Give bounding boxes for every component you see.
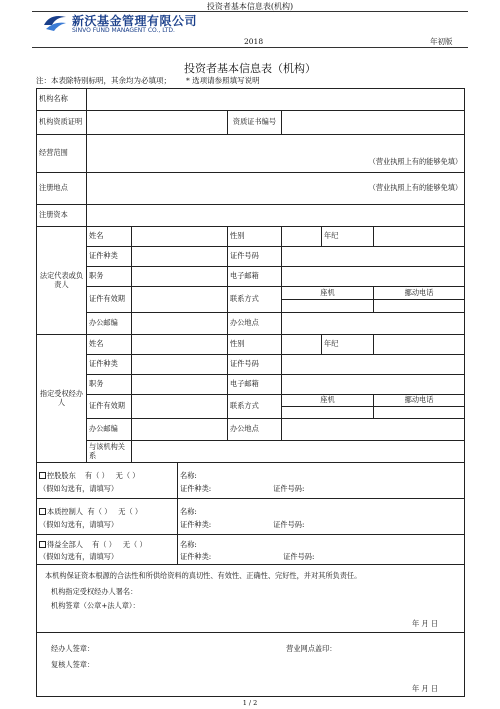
org-address-hint: （营业执照上有的能够免填） xyxy=(368,183,463,193)
actual-controller-hint: （假如勾选有，请填写） xyxy=(39,520,119,529)
agent-contact-label: 联系方式 xyxy=(228,395,282,419)
agent-id-type-label: 证件种类 xyxy=(87,355,132,375)
legal-rep-job-field[interactable] xyxy=(132,267,228,287)
controlling-checkbox[interactable] xyxy=(39,472,46,479)
agent-name-label: 姓名 xyxy=(87,335,132,355)
org-address-field[interactable] xyxy=(87,173,465,205)
actual-controller-name-label: 名称: xyxy=(180,506,197,516)
company-name-cn: 新沃基金管理有限公司 xyxy=(72,14,198,28)
legal-rep-name-field[interactable] xyxy=(132,227,228,247)
review-reviewer-sign[interactable]: 复核人签章： xyxy=(51,659,95,669)
agent-id-no-label: 证件号码 xyxy=(228,355,282,375)
controlling-id-type-label: 证件种类: xyxy=(180,484,212,493)
org-qual-field[interactable] xyxy=(87,111,228,135)
agent-age-field[interactable] xyxy=(374,335,465,355)
agent-office-label: 办公地点 xyxy=(228,419,282,441)
controlling-yes[interactable]: 有（ ） xyxy=(84,470,109,480)
controlling-id-no-label: 证件号码: xyxy=(273,484,305,493)
legal-rep-mobile-label: 挪动电话 xyxy=(374,287,465,300)
legal-rep-mobile-field[interactable] xyxy=(374,300,465,313)
investor-info-form xyxy=(36,88,465,697)
holder-beneficial-owner-cell xyxy=(37,535,178,565)
controlling-title: 控股股东 xyxy=(47,470,76,480)
agent-id-no-field[interactable] xyxy=(282,355,465,375)
legal-rep-age-label: 年纪 xyxy=(322,227,374,247)
review-date[interactable]: 年 月 日 xyxy=(411,684,439,694)
legal-rep-gender-field[interactable] xyxy=(282,227,322,247)
holder-actual-controller-details xyxy=(178,499,465,535)
holder-beneficial-owner-details xyxy=(178,535,465,565)
company-logo-icon xyxy=(42,13,68,33)
actual-controller-title: 本质控制人 xyxy=(47,506,83,516)
agent-postcode-label: 办公邮编 xyxy=(87,419,132,441)
agent-age-label: 年纪 xyxy=(322,335,374,355)
note-options: * 选项请参照填写说明 xyxy=(186,76,260,85)
holder-actual-controller-cell xyxy=(37,499,178,535)
beneficial-owner-id-type-label: 证件种类: xyxy=(180,552,212,561)
header-edition: 年初版 xyxy=(430,37,453,46)
legal-rep-office-field[interactable] xyxy=(282,313,465,335)
beneficial-owner-hint: （假如勾选有，请填写） xyxy=(39,552,119,561)
legal-rep-landline-label: 座机 xyxy=(282,287,374,300)
agent-landline-label: 座机 xyxy=(282,395,374,407)
company-name-en: SINVO FUND MANAGENT CO., LTD. xyxy=(72,27,175,34)
org-scope-label: 经营范围 xyxy=(37,135,87,173)
actual-controller-id-no-label: 证件号码: xyxy=(273,520,305,529)
actual-controller-no[interactable]: 无（ ） xyxy=(118,506,143,516)
header-year: 2018 xyxy=(244,37,264,46)
declaration-agent-sign[interactable]: 机构指定受权经办人署名： xyxy=(51,587,138,597)
actual-controller-yes[interactable]: 有（ ） xyxy=(87,506,112,516)
legal-rep-landline-field[interactable] xyxy=(282,300,374,313)
legal-rep-gender-label: 性别 xyxy=(228,227,282,247)
beneficial-owner-name-label: 名称: xyxy=(180,539,197,549)
legal-rep-id-type-field[interactable] xyxy=(132,247,228,267)
beneficial-owner-checkbox[interactable] xyxy=(39,541,46,548)
org-scope-field[interactable] xyxy=(87,135,465,173)
legal-rep-job-label: 职务 xyxy=(87,267,132,287)
declaration-date[interactable]: 年 月 日 xyxy=(411,618,439,628)
review-handler-sign[interactable]: 经办人签章： xyxy=(51,643,95,653)
org-capital-label: 注册资本 xyxy=(37,205,87,227)
declaration-text: 本机构保证资本根源的合法性和所供给资料的真切性、有效性、正确性、完好性，并对其所负责任。 xyxy=(45,570,362,580)
doc-running-header: 投资者基本信息表(机构) xyxy=(206,2,294,11)
org-address-label: 注册地点 xyxy=(37,173,87,205)
agent-gender-field[interactable] xyxy=(282,335,322,355)
agent-email-label: 电子邮箱 xyxy=(228,375,282,395)
legal-rep-postcode-label: 办公邮编 xyxy=(87,313,132,335)
page-number: 1 / 2 xyxy=(242,699,258,707)
beneficial-owner-title: 得益全部人 xyxy=(47,539,83,549)
legal-rep-office-label: 办公地点 xyxy=(228,313,282,335)
header-rule-2 xyxy=(32,47,468,48)
holder-controlling-details xyxy=(178,463,465,499)
org-qual-label: 机构资质证明 xyxy=(37,111,87,135)
agent-gender-label: 性别 xyxy=(228,335,282,355)
legal-rep-email-label: 电子邮箱 xyxy=(228,267,282,287)
legal-rep-group-label: 法定代表或负责人 xyxy=(37,227,87,335)
agent-job-label: 职务 xyxy=(87,375,132,395)
actual-controller-id-type-label: 证件种类: xyxy=(180,520,212,529)
org-name-field[interactable] xyxy=(87,89,465,111)
legal-rep-contact-label: 联系方式 xyxy=(228,287,282,313)
agent-email-field[interactable] xyxy=(282,375,465,395)
controlling-no[interactable]: 无（ ） xyxy=(115,470,140,480)
agent-office-field[interactable] xyxy=(282,419,465,441)
agent-mobile-label: 挪动电话 xyxy=(374,395,465,407)
agent-relation-label: 与该机构关系 xyxy=(87,441,132,463)
legal-rep-id-no-field[interactable] xyxy=(282,247,465,267)
org-scope-hint: （营业执照上有的能够免填） xyxy=(368,156,463,166)
beneficial-owner-id-no-label: 证件号码: xyxy=(283,552,315,561)
agent-id-valid-field[interactable] xyxy=(132,395,228,419)
actual-controller-checkbox[interactable] xyxy=(39,508,46,515)
declaration-org-seal[interactable]: 机构签章（公章+法人章）： xyxy=(51,600,140,610)
legal-rep-id-valid-label: 证件有效期 xyxy=(87,287,132,313)
org-qual-no-field[interactable] xyxy=(282,111,465,135)
legal-rep-age-field[interactable] xyxy=(374,227,465,247)
beneficial-owner-no[interactable]: 无（ ） xyxy=(122,539,147,549)
agent-id-type-field[interactable] xyxy=(132,355,228,375)
legal-rep-id-valid-field[interactable] xyxy=(132,287,228,313)
agent-id-valid-label: 证件有效期 xyxy=(87,395,132,419)
review-cell xyxy=(37,633,465,697)
review-branch-seal[interactable]: 营业网点盖印： xyxy=(286,643,337,653)
controlling-hint: （假如勾选有，请填写） xyxy=(39,484,119,493)
legal-rep-name-label: 姓名 xyxy=(87,227,132,247)
agent-landline-field[interactable] xyxy=(282,407,374,419)
agent-job-field[interactable] xyxy=(132,375,228,395)
legal-rep-email-field[interactable] xyxy=(282,267,465,287)
note-required: 注：本表除特别标明，其余均为必填项； xyxy=(36,76,171,85)
page-title: 投资者基本信息表（机构） xyxy=(184,62,316,75)
declaration-cell xyxy=(37,565,465,633)
legal-rep-postcode-field[interactable] xyxy=(132,313,228,335)
agent-group-label: 指定受权经办人 xyxy=(37,335,87,463)
agent-name-field[interactable] xyxy=(132,335,228,355)
org-capital-field[interactable] xyxy=(87,205,465,227)
agent-mobile-field[interactable] xyxy=(374,407,465,419)
legal-rep-id-no-label: 证件号码 xyxy=(228,247,282,267)
beneficial-owner-yes[interactable]: 有（ ） xyxy=(92,539,116,549)
legal-rep-id-type-label: 证件种类 xyxy=(87,247,132,267)
agent-postcode-field[interactable] xyxy=(132,419,228,441)
agent-relation-field[interactable] xyxy=(132,441,465,463)
controlling-name-label: 名称: xyxy=(180,470,197,480)
holder-controlling-cell xyxy=(37,463,178,499)
org-name-label: 机构名称 xyxy=(37,89,87,111)
org-qual-no-label: 资质证书编号 xyxy=(228,111,282,135)
